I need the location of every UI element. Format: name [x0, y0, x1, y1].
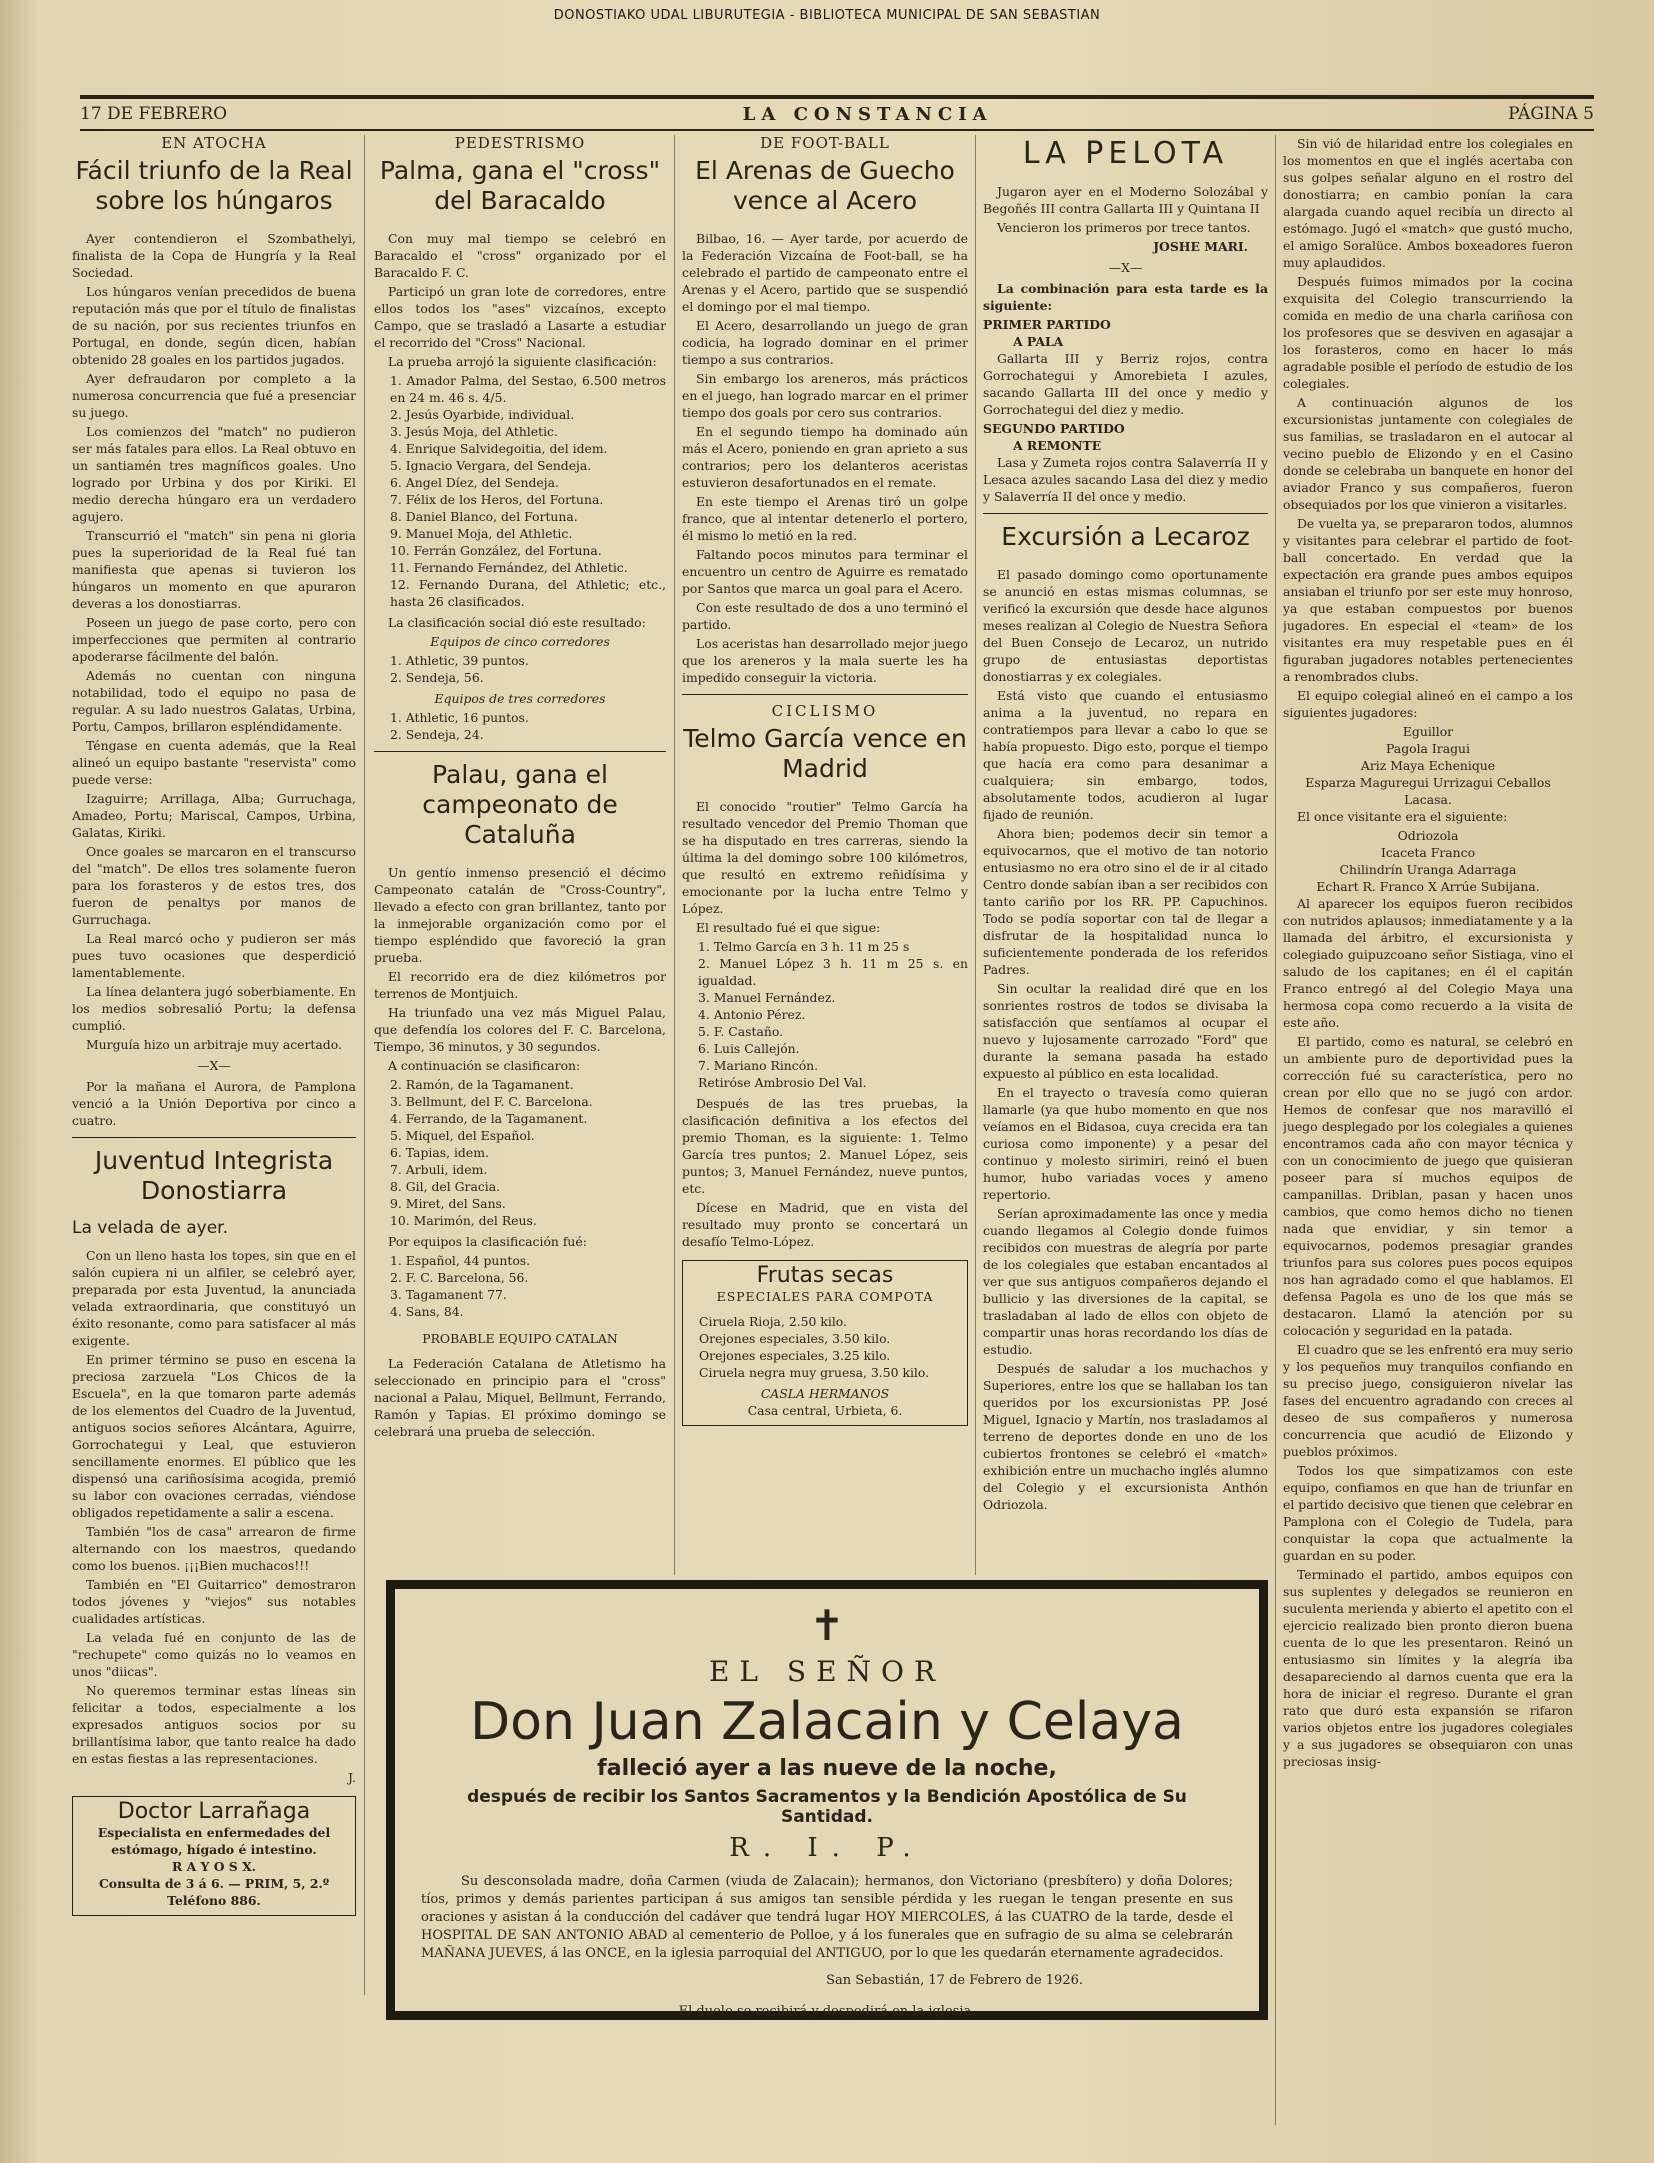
paragraph: Después de las tres pruebas, la clasificación definitiva a los efectos del premio Thoman, es la siguiente: 1. Telmo García tres puntos; 2. Manuel López, seis puntos; 3, Manuel Fernández, nueve puntos, etc. [682, 1096, 968, 1196]
cross-icon: ✝ [809, 1601, 845, 1650]
paragraph: Lasa y Zumeta rojos contra Salaverría II y Lesaca azules sacando Lasa del diez y medio y Salaverría II del once y medio. [983, 455, 1268, 504]
subheading: PRIMER PARTIDO [983, 317, 1111, 332]
obituary-name: Don Juan Zalacain y Celaya [470, 1692, 1184, 1752]
article-headline: Telmo García vence en Madrid [683, 724, 967, 783]
column-3 [682, 135, 968, 1575]
list-item: 3. Bellmunt, del F. C. Barcelona. [390, 1094, 593, 1109]
paragraph: La prueba arrojó la siguiente clasificación: [388, 354, 657, 369]
lineup-row: Icaceta Franco [1380, 845, 1476, 860]
paragraph: En primer término se puso en escena la preciosa zarzuela "Los Chicos de la Escuela", en la que tomaron parte además de los elementos del Cuadro de la Juventud, antiguos socios señores Alcántara, Aguirre, Gorrochategui y Leal, que estuvieron sencillamente enormes. El público que les dispensó una cariñosísima acogida, premió su labor con ovaciones cerradas, viéndose obligados repetidamente a salir a escena. [72, 1352, 356, 1520]
masthead-paper-title: LA CONSTANCIA [742, 103, 993, 125]
subheading: A PALA [1013, 334, 1064, 349]
column-divider [364, 135, 365, 1995]
paragraph: Los húngaros venían precedidos de buena reputación más que por el título de finalistas de su nación, por sus recientes triunfos en Portugal, en donde, según dicen, habían obtenido 28 goales en los partidos jugados. [72, 284, 356, 367]
list-item: 2. Sendeja, 56. [390, 670, 484, 685]
paragraph: Sin vió de hilaridad entre los colegiales en los momentos en que el inglés acertaba con sus golpes señalar alguno en el rostro del donostiarra; en cambio ponían la cara alargada cuando aquel recibía un directo al estómago. Jugó el «match» que gustó mucho, el amigo Soralüce. Ambos boxeadores fueron muy aplaudidos. [1283, 136, 1573, 270]
obituary-notice [386, 1580, 1268, 2020]
lineup-row: Esparza Maguregui Urrizagui Ceballos Lacasa. [1305, 775, 1551, 807]
lineup-row: Echart R. Franco X Arrúe Subijana. [1316, 879, 1540, 894]
results-list [682, 938, 968, 1091]
paragraph: El recorrido era de diez kilómetros por terrenos de Montjuich. [374, 969, 666, 1001]
paragraph: La Real marcó ocho y pudieron ser más pues tuvo ocasiones que desperdició lamentablemente. [72, 931, 356, 980]
rule [983, 513, 1268, 514]
paragraph: También "los de casa" arrearon de firme alternando con los maestros, quedando como los buenos. ¡¡¡Bien muchacos!!! [72, 1524, 356, 1573]
paragraph: Con este resultado de dos a uno terminó el partido. [682, 600, 968, 632]
lineup [1283, 827, 1573, 895]
obituary-line: falleció ayer a las nueve de la noche, [597, 1756, 1057, 1781]
list-item: 5. Ignacio Vergara, del Sendeja. [390, 458, 592, 473]
lineup-row: Odriozola [1397, 828, 1459, 843]
list-item: 2. Sendeja, 24. [390, 727, 484, 742]
separator: —X— [197, 1058, 231, 1073]
lineup-row: Chilindrín Uranga Adarraga [1339, 862, 1517, 877]
paragraph: Por equipos la clasificación fué: [388, 1234, 587, 1249]
rule [72, 1137, 356, 1138]
paragraph: Serían aproximadamente las once y media cuando llegamos al Colegio donde fuimos recibidos con muestras de alegría por parte de los colegiales que estaban encantados al ver que sus antiguos compañeros dejando el bullicio y las diversiones de la capital, se trasladaban al lado de ellos con objeto de compartir unas horas recordando los días de estudio. [983, 1206, 1268, 1357]
list-item: Retiróse Ambrosio Del Val. [698, 1075, 867, 1090]
article-headline: Fácil triunfo de la Real sobre los húngaros [75, 156, 353, 215]
lineup [1283, 723, 1573, 808]
paragraph: En este tiempo el Arenas tiró un golpe franco, que al intentar detenerlo el portero, él mismo lo metió en la red. [682, 494, 968, 543]
paragraph: Bilbao, 16. — Ayer tarde, por acuerdo de la Federación Vizcaína de Foot-ball, se ha celebrado el partido de campeonato entre el Arenas y el Acero, partido que se suspendió el domingo por el mal tiempo. [682, 231, 968, 314]
paragraph: Izaguirre; Arrillaga, Alba; Gurruchaga, Amadeo, Portu; Mariscal, Campos, Urbina, Galatas, Kiriki. [72, 791, 356, 840]
column-4 [983, 135, 1268, 1575]
list-item: 1. Amador Palma, del Sestao, 6.500 metros en 24 m. 46 s. 4/5. [390, 373, 666, 405]
list-item: 2. Jesús Oyarbide, individual. [390, 407, 575, 422]
article-headline: Excursión a Lecaroz [1001, 522, 1250, 551]
signature: J. [348, 1770, 356, 1785]
list-item: 4. Enrique Salvidegoitia, del idem. [390, 441, 608, 456]
article-subheading: La velada de ayer. [72, 1218, 228, 1238]
paragraph: Terminado el partido, ambos equipos con sus suplentes y delegados se reunieron en suculenta merienda y abierto el apetito con el ejercicio realizado bien pronto dieron buena cuenta de lo que les presentaron. Reinó un entusiasmo sin límites y la alegría iba desapareciendo al darnos cuenta que era la hora de iniciar el regreso. Durante el gran rato que duró esta expansión se rifaron varios objetos entre los jugadores colegiales y a sus jugadores se obsequiaron con unas preciosas insig- [1283, 1567, 1573, 1769]
obituary-body: Su desconsolada madre, doña Carmen (viuda de Zalacain); hermanos, don Victoriano (presbítero) y doña Dolores; tíos, primos y demás parientes participan á sus amigos tan sensible pérdida y les ruegan le tengan presente en sus oraciones y asistan á la conducción del cadáver que tendrá lugar HOY MIERCOLES, á las CUATRO de la tarde, desde el HOSPITAL DE SAN ANTONIO ABAD al cementerio de Polloe, y á los funerales que en sufragio de su alma se celebrarán MAÑANA JUEVES, á las ONCE, en la iglesia parroquial del ANTIGUO, por lo que les quedarán eternamente agradecidos. [421, 1874, 1233, 1961]
column-2 [374, 135, 666, 1575]
advertisement [72, 1796, 356, 1916]
byline: JOSHE MARI. [1153, 239, 1248, 254]
paragraph: Después de saludar a los muchachos y Superiores, entre los que se hallaban los tan queridos por los excursionistas PP. José Miguel, Ignacio y Martín, nos trasladamos al terreno de deportes donde en uno de los cubiertos frontones se celebró el «match» exhibición entre un muchacho inglés alumno del Colegio y el excursionista Anthón Odriozola. [983, 1361, 1268, 1512]
paragraph: El cuadro que se les enfrentó era muy serio y los pequeños muy tranquilos confiando en su preciso juego, consiguieron nivelar las fases del encuentro agradando con creces al deseo de sus compañeros y numerosa concurrencia que acudió de Elizondo y pueblos próximos. [1283, 1342, 1573, 1459]
list-item: 4. Antonio Pérez. [698, 1007, 806, 1022]
paragraph: La velada fué en conjunto de las de "rechupete" como quizás no lo veamos en unos "diicas". [72, 1630, 356, 1679]
list-item: 1. Athletic, 39 puntos. [390, 653, 529, 668]
subheading: PROBABLE EQUIPO CATALAN [422, 1331, 618, 1346]
list-item: 2. Ramón, de la Tagamanent. [390, 1077, 574, 1092]
column-5 [1283, 135, 1573, 2125]
paragraph: Ahora bien; podemos decir sin temor a equivocarnos, que el motivo de tan notorio entusiasmo no era otro sino el de ir al citado Centro donde sabían iban a ser recibidos con tanto cariño por los RR. PP. Capuchinos. Todo se podía soportar con tal de llegar a disfrutar de la hospitalidad nunca lo suficientemente ponderada de los referidos Padres. [983, 826, 1268, 977]
obituary-footer: El duelo se recibirá y despedirá en la iglesia. [678, 2004, 976, 2019]
column-divider [975, 135, 976, 1575]
article-body [72, 230, 356, 1053]
paragraph: Jugaron ayer en el Moderno Solozábal y Begoñés III contra Gallarta III y Quintana II [983, 184, 1268, 216]
paragraph: Los comienzos del "match" no pudieron ser más fatales para ellos. La Real obtuvo en un santiamén tres magníficos goales. Uno logrado por Urbina y dos por Kiriki. El medio derecha húngaro era un verdadero agujero. [72, 424, 356, 524]
paragraph: Está visto que cuando el entusiasmo anima a la juventud, no repara en contratiempos para llevar a cabo lo que se había propuesto. Digo esto, porque el tiempo que hacía era como para desanimar a cualquiera; sin embargo, todos, absolutamente todos, acudieron al lugar fijado de reunión. [983, 688, 1268, 822]
list-item: 6. Luis Callejón. [698, 1041, 800, 1056]
paragraph: Al aparecer los equipos fueron recibidos con nutridos aplausos; inmediatamente y a la llamada del árbitro, el excursionista y colegiado guipuzcoano señor Sistiaga, vino el saludo de los capitanes; en él el capitán Franco entregó al del Colegio Maya una hermosa copa como recuerdo a la visita de este año. [1283, 896, 1573, 1030]
paragraph: Gallarta III y Berriz rojos, contra Gorrochategui y Amorebieta I azules, sacando Gallarta III del once y medio y Gorrochategui del diez y medio. [983, 351, 1268, 417]
subheading: Equipos de cinco corredores [430, 634, 610, 649]
article-headline: El Arenas de Guecho vence al Acero [695, 156, 955, 215]
results-list [374, 1252, 666, 1320]
ad-address: Casa central, Urbieta, 6. [747, 1403, 903, 1418]
paragraph: El partido, como es natural, se celebró en un ambiente puro de deportividad pues la corrección fué su característica, pero no crean por ello que no se jugó con ardor. Hemos de confesar que nos maravilló el juego desplegado por los colegiales a quienes encontramos cada año con mayor técnica y con un conocimiento de juego que quisieran poseer para sí muchos equipos de campanillas. Driblan, pasan y hacen unos cambios, que como hemos dicho no tienen nada que envidiar, y sin temor a equivocarnos, podemos presagiar grandes triunfos para sus colores pues pocos equipos nos han agradado como el que hablamos. El defensa Pagola es uno de los que más se destacaron. Llamó la atención por su colocación y seguridad en la patada. [1283, 1034, 1573, 1338]
paragraph: El equipo colegial alineó en el campo a los siguientes jugadores: [1283, 688, 1573, 720]
paragraph: Transcurrió el "match" sin pena ni gloria pues la superioridad de la Real fué tan manifiesta que apenas si tuvieron los húngaros un momento en que apuraron deveras a los donostiarras. [72, 528, 356, 611]
list-item: 3. Manuel Fernández. [698, 990, 836, 1005]
paragraph: Los aceristas han desarrollado mejor juego que los areneros y la mala suerte les ha impedido conseguir la victoria. [682, 636, 968, 685]
list-item: 9. Manuel Moja, del Athletic. [390, 526, 573, 541]
list-item: 3. Tagamanent 77. [390, 1287, 507, 1302]
article-headline: LA PELOTA [1022, 136, 1229, 171]
list-item: 11. Fernando Fernández, del Athletic. [390, 560, 628, 575]
paragraph: A continuación se clasificaron: [388, 1058, 581, 1073]
column-divider [674, 135, 675, 1575]
paragraph: Once goales se marcaron en el transcurso del "match". De ellos tres solamente fueron para los forasteros y de estos tres, dos fueron de penaltys por manos de Gurruchaga. [72, 844, 356, 927]
article-headline: Juventud Integrista Donostiarra [94, 1146, 334, 1205]
paragraph: Sin embargo los areneros, más prácticos en el juego, han logrado marcar en el primer tiempo dos goals por cero sus contrarios. [682, 371, 968, 420]
paragraph: Dícese en Madrid, que en vista del resultado muy pronto se concertará un desafío Telmo-López. [682, 1200, 968, 1249]
obituary-title: EL SEÑOR [708, 1655, 946, 1688]
lineup-row: Pagola Iragui [1386, 741, 1470, 756]
lineup-row: Eguillor [1402, 724, 1454, 739]
paragraph: También en "El Guitarrico" demostraron todos jóvenes y "viejos" sus notables cualidades artísticas. [72, 1577, 356, 1626]
list-item: 5. Miquel, del Español. [390, 1128, 535, 1143]
results-list [374, 709, 666, 743]
list-item: 6. Angel Díez, del Sendeja. [390, 475, 559, 490]
paragraph: En el trayecto o travesía como quieran llamarle (ya que hubo momento en que nos veíamos en el Bidasoa, cuya crecida era tan curiosa como imponente) y a pesar del continuo y molesto sirimiri, reinó el buen humor, hubo variadas voces y ameno repertorio. [983, 1085, 1268, 1202]
list-item: 7. Félix de los Heros, del Fortuna. [390, 492, 604, 507]
separator: —X— [1108, 260, 1143, 275]
paragraph: La combinación para esta tarde es la siguiente: [983, 281, 1268, 313]
ad-line: Teléfono 886. [167, 1893, 261, 1908]
paragraph: Un gentío inmenso presenció el décimo Campeonato catalán de "Cross-Country", llevado a efecto con gran brillantez, tanto por la inmejorable organización como por el tiempo espléndido que favoreció la gran prueba. [374, 865, 666, 965]
ad-seller: CASLA HERMANOS [760, 1386, 890, 1401]
obituary-date: San Sebastián, 17 de Febrero de 1926. [826, 1973, 1083, 1988]
paragraph: En el segundo tiempo ha dominado aún más el Acero, poniendo en gran aprieto a sus contrarios; pero los delanteros aceristas estuvieron desafortunados en el remate. [682, 424, 968, 490]
rule [374, 751, 666, 752]
list-item: 2. F. C. Barcelona, 56. [390, 1270, 529, 1285]
list-item: 5. F. Castaño. [698, 1024, 784, 1039]
paragraph: Faltando pocos minutos para terminar el encuentro un centro de Aguirre es rematado por Santos que marca un goal para el Acero. [682, 547, 968, 596]
paragraph: El pasado domingo como oportunamente se anunció en estas mismas columnas, se verificó la excursión que desde hace algunos meses realizan al Colegio de Nuestra Señora del Buen Consejo de Lecaroz, un nutrido grupo de entusiastas deportistas donostiarras y ex colegiales. [983, 567, 1268, 684]
section-kicker: DE FOOT-BALL [760, 135, 890, 152]
article-headline: Palau, gana el campeonato de Cataluña [422, 760, 618, 849]
article-headline: Palma, gana el "cross" del Baracaldo [379, 156, 661, 215]
masthead-date: 17 DE FEBRERO [80, 104, 228, 124]
paragraph: La línea delantera jugó soberbiamente. En los medios sobresalió Portu; la defensa cumplió. [72, 984, 356, 1033]
list-item: 8. Gil, del Gracia. [390, 1179, 501, 1194]
masthead-page-number: PÁGINA 5 [1508, 104, 1594, 124]
list-item: 7. Mariano Rincón. [698, 1058, 819, 1073]
ad-item: Orejones especiales, 3.25 kilo. [699, 1348, 891, 1363]
list-item: 2. Manuel López 3 h. 11 m 25 s. en igualdad. [698, 956, 968, 988]
list-item: 4. Sans, 84. [390, 1304, 464, 1319]
paragraph: Participó un gran lote de corredores, entre ellos todos los "ases" vizcaínos, excepto Campo, que se trasladó a Lasarte a estudiar el recorrido del "Cross" Nacional. [374, 284, 666, 350]
paragraph: Ayer defraudaron por completo a la numerosa concurrencia que fué a presenciar su juego. [72, 371, 356, 420]
list-item: 12. Fernando Durana, del Athletic; etc., hasta 26 clasificados. [390, 577, 666, 609]
list-item: 9. Miret, del Sans. [390, 1196, 506, 1211]
list-item: 1. Telmo García en 3 h. 11 m 25 s [698, 939, 910, 954]
paragraph: Ha triunfado una vez más Miguel Palau, que defendía los colores del F. C. Barcelona, Tiempo, 36 minutos, y 30 segundos. [374, 1005, 666, 1054]
paragraph: Con muy mal tiempo se celebró en Baracaldo el "cross" organizado por el Baracaldo F. C. [374, 231, 666, 280]
paragraph: El resultado fué el que sigue: [696, 920, 881, 935]
paragraph: De vuelta ya, se prepararon todos, alumnos y visitantes para celebrar el partido de foot-ball concertado. En verdad que la expectación era grande pues ambos equipos ansiaban el triunfo por ser este muy honroso, ya que estaban compuestos por buenos jugadores. En especial el «team» de los visitantes era muy respetable pues en él figuraban jugadores notables pertenecientes a renombrados clubs. [1283, 516, 1573, 684]
paragraph: Además no cuentan con ninguna notabilidad, todo el equipo no pasa de regular. A su lado nuestros Galatas, Urbina, Portu, Campos, brillaron espléndidamente. [72, 668, 356, 734]
results-list [374, 652, 666, 686]
subheading: Equipos de tres corredores [434, 691, 606, 706]
section-kicker: PEDESTRISMO [454, 135, 586, 152]
ad-title: Doctor Larrañaga [117, 1799, 311, 1824]
section-kicker: CICLISMO [771, 702, 879, 720]
list-item: 10. Marimón, del Reus. [390, 1213, 537, 1228]
subheading: A REMONTE [1013, 438, 1102, 453]
masthead [80, 95, 1594, 131]
paragraph: El once visitante era el siguiente: [1297, 809, 1508, 824]
results-list [374, 372, 666, 610]
list-item: 6. Tapias, idem. [390, 1145, 489, 1160]
ad-items [689, 1313, 961, 1381]
paragraph: Murguía hizo un arbitraje muy acertado. [86, 1037, 342, 1052]
library-watermark: DONOSTIAKO UDAL LIBURUTEGIA - BIBLIOTECA MUNICIPAL DE SAN SEBASTIAN [553, 8, 1101, 23]
lineup-row: Ariz Maya Echenique [1360, 758, 1496, 773]
obituary-rip: R. I. P. [729, 1833, 925, 1863]
ad-item: Ciruela Rioja, 2.50 kilo. [699, 1314, 847, 1329]
paragraph: Todos los que simpatizamos con este equipo, confiamos en que han de triunfar en el partido decisivo que tienen que celebrar en Pamplona con el Colegio de Tudela, para conquistar la copa que actualmente la guardan en su poder. [1283, 1463, 1573, 1563]
paragraph: Sin ocultar la realidad diré que en los sonrientes rostros de todos se divisaba la satisfacción que sentíamos al ocupar el nuevo y lujosamente carrozado "Ford" que durante la semana pasada ha estado expuesto al público en esta localidad. [983, 981, 1268, 1081]
paragraph: No queremos terminar estas líneas sin felicitar a todos, especialmente a los expresados antiguos socios por su brillantísima labor, que tanto realce ha dado en estas fiestas a las representaciones. [72, 1683, 356, 1766]
paragraph: El conocido "routier" Telmo García ha resultado vencedor del Premio Thoman que se ha disputado en tres carreras, siendo la última la del domingo sobre 100 kilómetros, que resultó en extremo reñidísima y emocionante por la lucha entre Telmo y López. [682, 799, 968, 916]
column-divider [1275, 135, 1276, 2125]
ad-item: Ciruela negra muy gruesa, 3.50 kilo. [699, 1365, 930, 1380]
list-item: 10. Ferrán González, del Fortuna. [390, 543, 602, 558]
obituary-line: después de recibir los Santos Sacramentos y la Bendición Apostólica de Su Santidad. [467, 1787, 1187, 1827]
column-1 [72, 135, 356, 2125]
advertisement [682, 1260, 968, 1426]
list-item: 4. Ferrando, de la Tagamanent. [390, 1111, 588, 1126]
paragraph: Con un lleno hasta los topes, sin que en el salón cupiera ni un alfiler, se celebró ayer, preparada por esta Juventud, la anunciada velada extraordinaria, que constituyó un éxito resonante, como para satisfacer al más exigente. [72, 1248, 356, 1348]
list-item: 7. Arbuli, idem. [390, 1162, 488, 1177]
paragraph: A continuación algunos de los excursionistas juntamente con colegiales de sus familias, se trasladaron en el autocar al vecino pueblo de Elizondo y en el Casino donde se celebraba un banquete en honor del aviador Franco y sus compañeros, fueron obsequiados por los que vinieron a visitarles. [1283, 395, 1573, 512]
ad-line: R A Y O S X. [172, 1859, 256, 1874]
paragraph: Ayer contendieron el Szombathelyi, finalista de la Copa de Hungría y la Real Sociedad. [72, 231, 356, 280]
ad-line: Especialista en enfermedades del estómago, hígado é intestino. [97, 1825, 331, 1857]
list-item: 3. Jesús Moja, del Athletic. [390, 424, 558, 439]
ad-line: Consulta de 3 á 6. — PRIM, 5, 2.º [98, 1876, 330, 1891]
list-item: 1. Athletic, 16 puntos. [390, 710, 529, 725]
list-item: 1. Español, 44 puntos. [390, 1253, 531, 1268]
paragraph: Téngase en cuenta además, que la Real alineó un equipo bastante "reservista" como puede verse: [72, 738, 356, 787]
list-item: 8. Daniel Blanco, del Fortuna. [390, 509, 578, 524]
paragraph: Después fuimos mimados por la cocina exquisita del Colegio transcurriendo la comida en medio de una charla cariñosa con los profesores que se desviven en agasajar a los forasteros, como en hacer lo más agradable posible el período de estudio de los colegiales. [1283, 274, 1573, 391]
ad-title: Frutas secas [756, 1263, 894, 1288]
results-list [374, 1076, 666, 1229]
subheading: SEGUNDO PARTIDO [983, 421, 1125, 436]
paragraph: Poseen un juego de pase corto, pero con imperfecciones que permiten al contrario apoderarse fácilmente del balón. [72, 615, 356, 664]
rule [682, 694, 968, 695]
paragraph: La clasificación social dió este resultado: [388, 615, 646, 630]
paragraph: La Federación Catalana de Atletismo ha seleccionado en principio para el "cross" nacional a Palau, Miquel, Bellmunt, Ferrando, Ramón y Tapias. El próximo domingo se celebrará una prueba de selección. [374, 1356, 666, 1439]
ad-item: Orejones especiales, 3.50 kilo. [699, 1331, 891, 1346]
paragraph: Vencieron los primeros por trece tantos. [997, 220, 1251, 235]
paragraph: El Acero, desarrollando un juego de gran codicia, ha logrado dominar en el primer tiempo a sus contrarios. [682, 318, 968, 367]
section-kicker: EN ATOCHA [161, 135, 267, 152]
paragraph: Por la mañana el Aurora, de Pamplona venció a la Unión Deportiva por cinco a cuatro. [72, 1079, 356, 1128]
ad-subtitle: ESPECIALES PARA COMPOTA [716, 1289, 934, 1304]
